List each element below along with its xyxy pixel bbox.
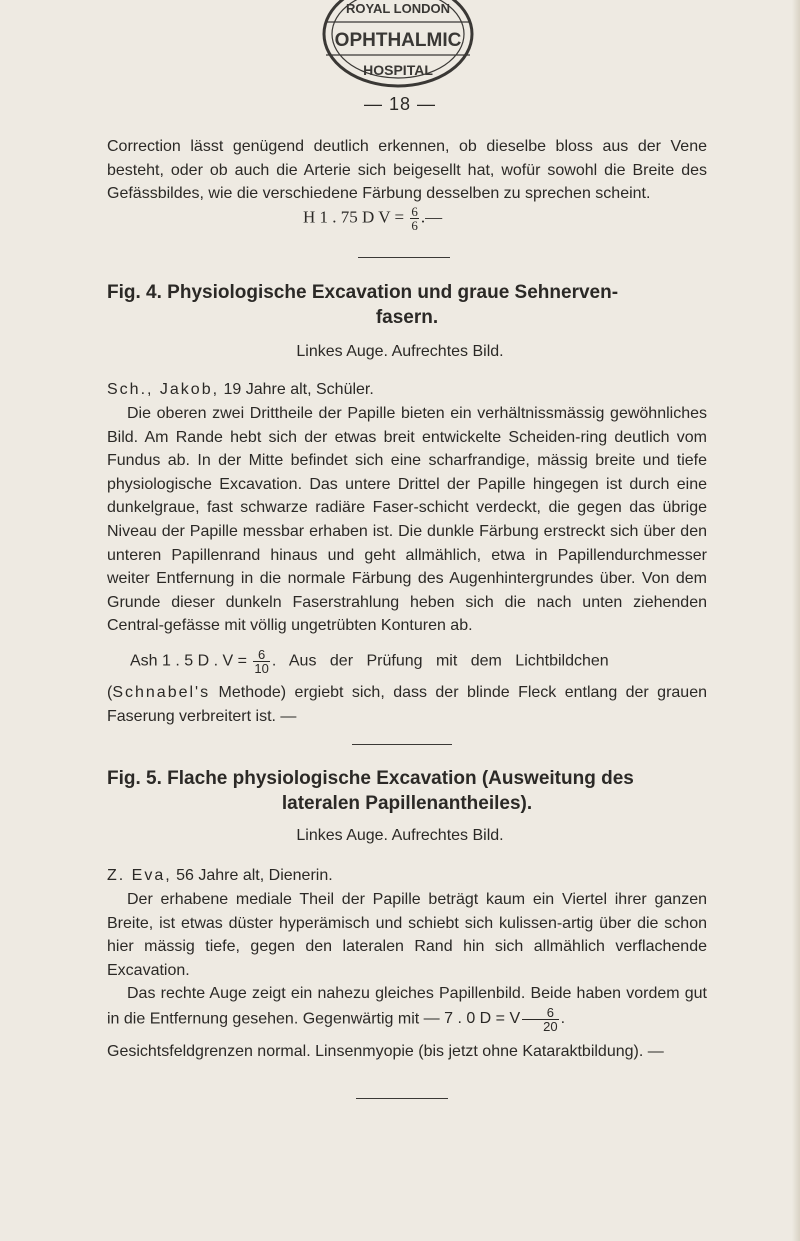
page-edge-shadow xyxy=(792,0,800,1241)
fig5-subtitle: Linkes Auge. Aufrechtes Bild. xyxy=(296,827,504,844)
fig4-formula-denominator: 10 xyxy=(254,661,269,676)
fig5-formula xyxy=(419,1004,566,1034)
fig5-title-line2: lateralen Papillenantheiles). xyxy=(281,793,533,814)
fig5-patient-line xyxy=(107,864,707,888)
fig5-formula-numerator: 6 xyxy=(522,1006,558,1020)
fig5-formula-denominator: 20 xyxy=(543,1018,558,1034)
intro-formula-denominator: 6 xyxy=(411,218,418,233)
fig5-body-paragraph-2-text: Das rechte Auge zeigt ein nahezu gleiches Papillenbild. Beide haben vordem gut in die Entfernung gesehen. Gegenwärtig mit xyxy=(107,985,707,1028)
fig4-title-line1: Fig. 4. Physiologische Excavation und graue Sehnerven- xyxy=(107,282,619,303)
section-divider xyxy=(358,257,450,258)
fig4-closing: (Schnabel's Methode) ergiebt sich, dass der blinde Fleck entlang der grauen Faserung verbreitert ist. — xyxy=(107,684,707,725)
intro-paragraph: Correction lässt genügend deutlich erkennen, ob dieselbe bloss aus der Vene besteht, oder ob auch die Arterie sich beigesellt hat, wofür sowohl die Breite des Gefässbildes, wie die verschiedene Färbung desselben zu sprechen scheint. xyxy=(107,138,707,203)
fig5-body-paragraph-1: Der erhabene mediale Theil der Papille beträgt kaum ein Viertel ihrer ganzen Breite, ist etwas düster hyperämisch und schiebt sich kulissen-artig über die schon hier mässig tiefe, gegen den lateralen Rand hin sich allmählich verflachende Excavation. xyxy=(107,891,707,979)
fig4-patient-name: Sch., Jakob, xyxy=(107,381,220,398)
fig4-closing-text: Methode) ergiebt sich, dass der blinde Fleck entlang der grauen Faserung verbreitert ist. — xyxy=(107,684,707,725)
fig4-formula-line xyxy=(130,648,609,675)
fig5-formula-suffix: . xyxy=(560,1010,566,1028)
fig5-patient-details: 56 Jahre alt, Dienerin. xyxy=(171,867,333,884)
stamp-bottom-text: HOSPITAL xyxy=(363,62,433,78)
section-divider xyxy=(356,1098,448,1099)
fig4-patient-details: 19 Jahre alt, Schüler. xyxy=(219,381,374,398)
page-number: — 18 — xyxy=(363,94,437,114)
fig5-formula-fraction xyxy=(522,1006,558,1033)
section-divider xyxy=(352,744,452,745)
fig5-title xyxy=(107,766,707,816)
fig4-formula-numerator: 6 xyxy=(253,648,269,662)
intro-formula-fraction xyxy=(410,205,419,232)
fig4-formula-fraction xyxy=(253,648,269,675)
fig4-formula-suffix: . Aus der Prüfung mit dem Lichtbildchen xyxy=(271,652,609,670)
library-stamp-graphic xyxy=(318,0,478,92)
intro-formula-numerator: 6 xyxy=(411,204,418,219)
fig4-title-line2: fasern. xyxy=(375,307,439,328)
stamp-middle-text: OPHTHALMIC xyxy=(334,30,462,51)
intro-formula-suffix: .— xyxy=(420,207,443,227)
library-stamp xyxy=(318,0,478,92)
fig5-body-paragraph-2 xyxy=(107,982,707,1033)
intro-formula xyxy=(303,205,442,232)
fig4-body: Die oberen zwei Drittheile der Papille bieten ein verhältnissmässig gewöhnliches Bild. Am Rande hebt sich der etwas breit entwickelte Scheiden-ring deutlich vom Fundus ab. In der Mitte befindet sich eine scharfrandige, mässig breite und tiefe physiologische Excavation. Das untere Drittel der Papille hingegen ist durch eine dunkelgraue, fast schwarze radiäre Faser-schicht verdeckt, die gegen das übrige Niveau der Papille messbar erhaben ist. Die dunkle Färbung erstreckt sich über den unteren Papillenrand hinaus und geht allmählich, etwa in Papillendurchmesser weiter Entfernung in die normale Färbung des Augenhintergrundes über. Von dem Grunde dieser dunkeln Faserstrahlung heben sich die nach unten ziehenden Central-gefässe mit völlig ungetrübten Konturen ab. xyxy=(107,405,707,635)
fig5-closing: Gesichtsfeldgrenzen normal. Linsenmyopie (bis jetzt ohne Kataraktbildung). — xyxy=(107,1043,664,1060)
fig4-formula-prefix: Ash 1 . 5 D . V = xyxy=(130,652,247,670)
fig5-title-line1: Fig. 5. Flache physiologische Excavation (Ausweitung des xyxy=(107,768,634,789)
fig5-formula-prefix: — 7 . 0 D = V xyxy=(419,1010,521,1028)
stamp-top-text: ROYAL LONDON xyxy=(345,1,451,16)
intro-formula-prefix: H 1 . 75 D V = xyxy=(303,207,405,227)
fig4-subtitle: Linkes Auge. Aufrechtes Bild. xyxy=(296,343,504,360)
fig4-patient-line xyxy=(107,378,707,402)
fig4-title xyxy=(107,280,707,330)
fig4-closing-name: Schnabel's xyxy=(112,684,211,701)
fig5-patient-name: Z. Eva, xyxy=(107,867,172,884)
